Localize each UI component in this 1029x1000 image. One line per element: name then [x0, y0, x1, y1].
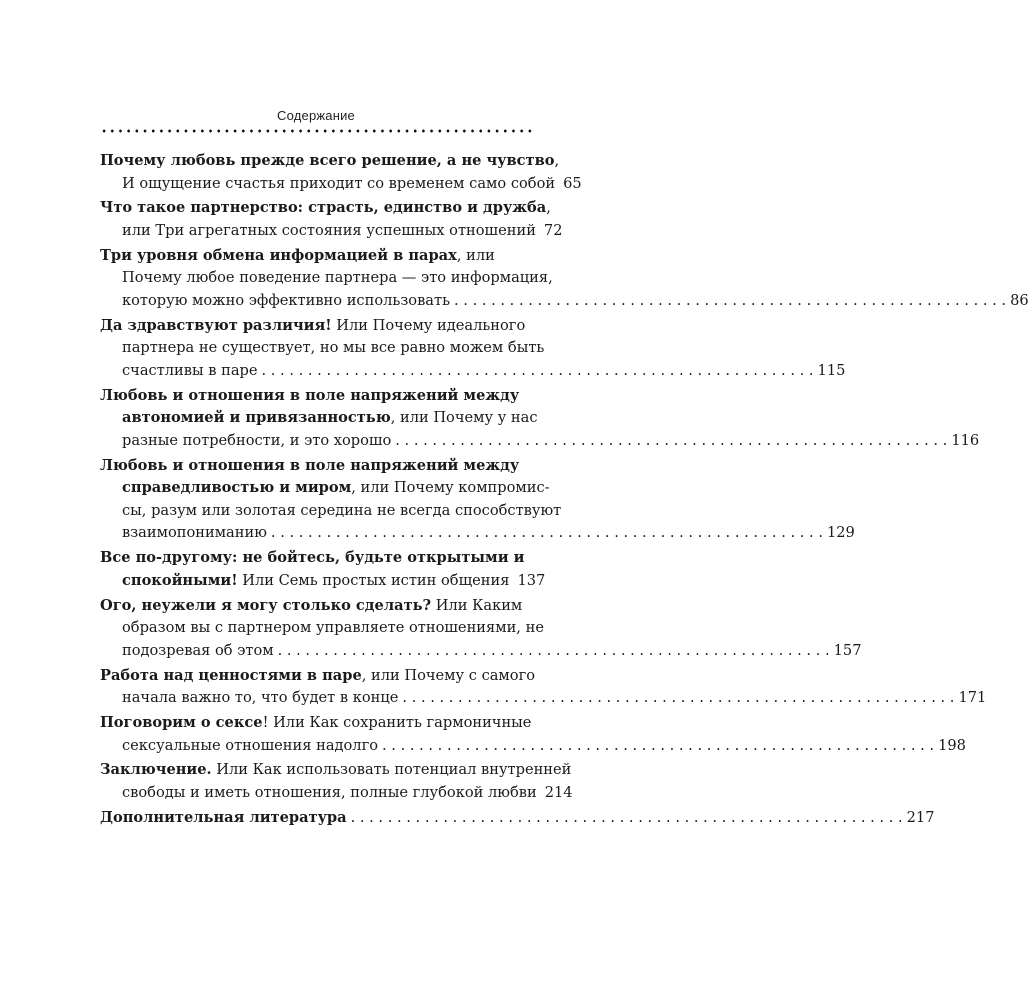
dotted-rule — [100, 129, 532, 133]
toc-entry-text — [122, 570, 509, 593]
toc-entry — [100, 245, 1029, 313]
toc-entry-subtitle: , — [554, 152, 560, 169]
toc-entry-text — [122, 430, 391, 453]
toc-entry — [100, 547, 546, 592]
page-number: 198 — [938, 736, 966, 754]
toc-entry-text — [122, 290, 450, 313]
toc-entry-line — [100, 407, 538, 430]
toc-entry-subtitle: , или Почему с самого — [361, 666, 536, 684]
toc-entry-title: Ого, неужели я могу столько сделать? — [100, 596, 432, 614]
toc-entry-title: автономией и привязанностью — [122, 409, 391, 427]
toc-entry — [100, 665, 987, 710]
toc-entry — [100, 807, 935, 830]
toc-entry — [100, 150, 582, 195]
running-head: Содержание — [277, 108, 355, 123]
page-number: 65 — [563, 174, 582, 192]
toc-entry-title: Любовь и отношения в поле напряжений между — [100, 456, 520, 474]
toc-entry-subtitle: взаимопониманию — [122, 524, 267, 542]
page-number: 116 — [951, 431, 980, 449]
toc-entry-subtitle: партнера не существует, но мы все равно можем быть — [122, 339, 545, 357]
toc-entry-title: Дополнительная литература — [100, 808, 347, 826]
toc-entry-subtitle: начала важно то, что будет в конце — [122, 689, 399, 707]
toc-entry-subtitle: или Три агрегатных состояния успешных отношений — [122, 221, 536, 239]
toc-entry-subtitle: Или Как использовать потенциал внутренней — [211, 761, 572, 779]
toc-entry-line — [100, 759, 572, 782]
toc-entry-line — [100, 665, 536, 688]
toc-entry-line — [100, 337, 545, 360]
dot-leader — [395, 430, 947, 453]
toc-entry-subtitle: разные потребности, и это хорошо — [122, 431, 392, 449]
page-number: 157 — [833, 641, 862, 659]
dot-leader — [402, 687, 954, 710]
toc-entry-line — [100, 782, 573, 805]
page-number: 115 — [817, 361, 846, 379]
toc-entry-title: Что такое партнерство: страсть, единство и дружба — [100, 199, 547, 217]
toc-entry-text — [122, 782, 537, 805]
dot-leader — [382, 735, 934, 758]
toc-entry — [100, 315, 846, 383]
toc-entry-text — [122, 687, 398, 710]
toc-entry-text — [122, 522, 267, 545]
toc-entry-subtitle: ! Или Как сохранить гармоничные — [262, 713, 532, 731]
toc-entry-line — [100, 430, 980, 453]
toc-entry-line — [100, 735, 966, 758]
toc-entry-line — [100, 595, 532, 618]
page-number: 137 — [517, 571, 546, 589]
toc-entry-line — [100, 570, 546, 593]
page-number: 72 — [543, 221, 563, 239]
toc-entry-subtitle: Или Семь простых истин общения — [237, 571, 510, 589]
toc-entry-line — [100, 712, 532, 735]
toc-entry-line — [100, 150, 560, 173]
toc-entry-subtitle: сы, разум или золотая середина не всегда способствуют — [122, 501, 562, 519]
toc-entry-line — [100, 360, 846, 383]
toc-entry — [100, 759, 573, 804]
toc-entry-subtitle: которую можно эффективно использовать — [122, 291, 451, 309]
toc-entry-title: Работа над ценностями в паре — [100, 666, 362, 684]
toc-entry — [100, 197, 563, 242]
toc-entry-text — [100, 807, 347, 830]
toc-entry-subtitle: , или Почему компромис- — [351, 479, 550, 497]
page-number: 217 — [906, 808, 935, 826]
toc-entry-line — [100, 385, 532, 408]
toc-entry-subtitle: сексуальные отношения надолго — [122, 736, 379, 754]
toc-entry — [100, 385, 980, 453]
toc-entry-subtitle: Почему любое поведение партнера — это информация, — [122, 269, 553, 287]
toc-entry-title: Почему любовь прежде всего решение, а не чувство — [100, 152, 555, 169]
toc-entry-subtitle: Или Каким — [431, 596, 523, 614]
page-number: 129 — [826, 524, 855, 542]
toc-entry-text — [122, 173, 555, 196]
toc-entry-title: справедливостью и миром — [122, 479, 352, 497]
toc-entry-subtitle: счастливы в паре — [122, 361, 258, 379]
toc-entry — [100, 712, 966, 757]
page-number: 214 — [544, 783, 573, 801]
toc-entry-line — [100, 455, 532, 478]
toc-entry-title: Да здравствуют различия! — [100, 316, 332, 334]
toc-entry-line — [100, 640, 862, 663]
toc-entry — [100, 455, 855, 545]
toc-entry-line — [100, 617, 544, 640]
table-of-contents — [100, 150, 1029, 831]
toc-entry-line — [100, 173, 582, 196]
toc-entry-title: спокойными! — [122, 571, 238, 589]
toc-entry-title: Три уровня обмена информацией в парах — [100, 246, 457, 264]
toc-entry-title: Заключение. — [100, 761, 212, 779]
toc-entry-line — [100, 807, 935, 830]
dot-leader — [351, 807, 903, 830]
toc-entry-line — [100, 290, 1029, 313]
toc-entry-text — [122, 640, 274, 663]
toc-entry-line — [100, 220, 563, 243]
toc-entry-line — [100, 245, 532, 268]
toc-entry-text — [122, 735, 378, 758]
toc-entry-subtitle: , — [546, 199, 551, 217]
toc-entry-line — [100, 267, 553, 290]
toc-entry-text — [122, 220, 536, 243]
toc-entry-subtitle: , или Почему у нас — [390, 409, 538, 427]
dot-leader — [262, 360, 814, 383]
toc-entry-subtitle: подозревая об этом — [122, 641, 274, 659]
toc-entry-title: Любовь и отношения в поле напряжений между — [100, 386, 520, 404]
toc-entry-line — [100, 522, 855, 545]
toc-entry-subtitle: Или Почему идеального — [331, 316, 526, 334]
toc-entry-subtitle: образом вы с партнером управляете отношениями, не — [122, 619, 544, 637]
page-number: 86 — [1010, 291, 1029, 309]
toc-entry-subtitle: , или — [456, 246, 495, 264]
dot-leader — [271, 522, 823, 545]
dot-leader — [278, 640, 830, 663]
page-number: 171 — [958, 689, 987, 707]
toc-entry-line — [100, 687, 987, 710]
toc-entry-text — [122, 360, 258, 383]
toc-entry — [100, 595, 862, 663]
dot-leader — [454, 290, 1006, 313]
toc-entry-line — [100, 197, 551, 220]
toc-entry-line — [100, 315, 532, 338]
toc-entry-subtitle: И ощущение счастья приходит со временем само собой — [122, 174, 556, 192]
toc-entry-title: Все по-другому: не бойтесь, будьте открытыми и — [100, 549, 525, 567]
toc-entry-title: Поговорим о сексе — [100, 713, 263, 731]
toc-entry-line — [100, 477, 550, 500]
toc-entry-line — [100, 500, 562, 523]
toc-entry-subtitle: свободы и иметь отношения, полные глубокой любви — [122, 783, 537, 801]
toc-entry-line — [100, 547, 532, 570]
